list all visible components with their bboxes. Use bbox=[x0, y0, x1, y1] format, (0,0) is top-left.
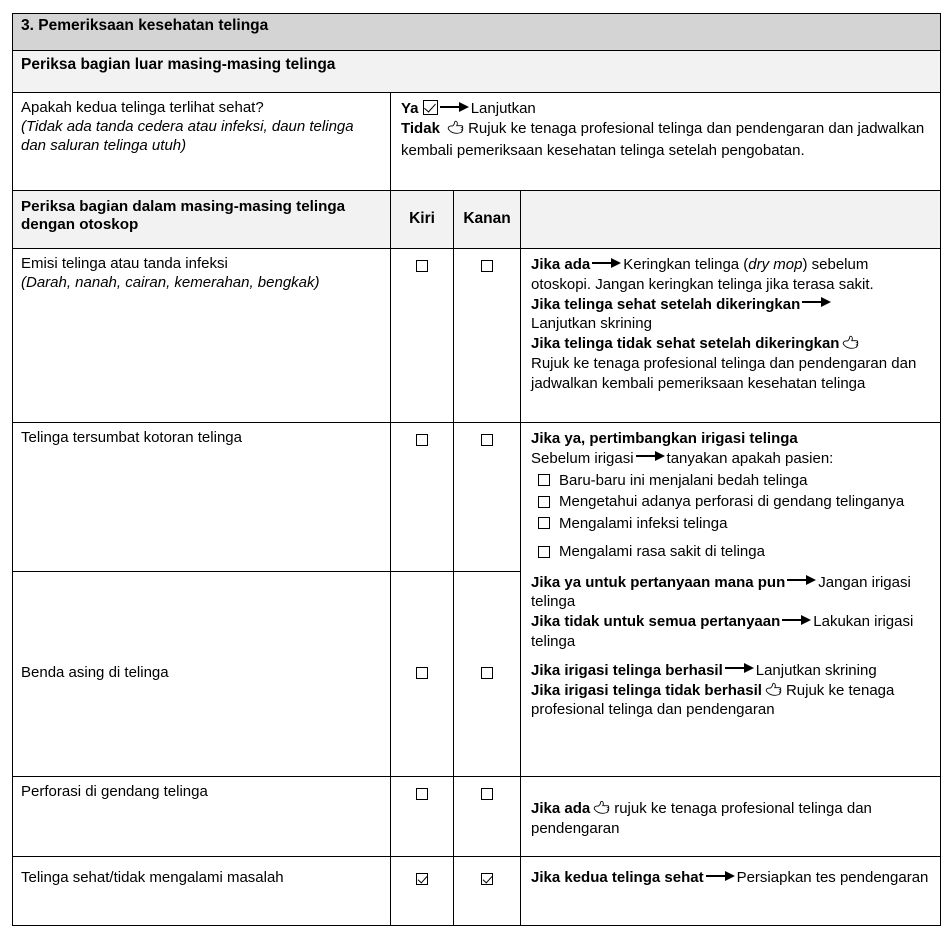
checklist-checkbox[interactable] bbox=[538, 496, 550, 508]
action-bold-2-wrap bbox=[531, 295, 931, 315]
list-item bbox=[538, 542, 931, 562]
pre-irrigation-checklist bbox=[531, 471, 931, 562]
row-left-checkbox-cell bbox=[391, 777, 454, 857]
outer-exam-no-line bbox=[401, 119, 931, 161]
action-text-3a: Lakukan irigasi telinga bbox=[531, 613, 914, 650]
outer-exam-action-cell bbox=[391, 93, 941, 191]
row-label-cell bbox=[13, 423, 391, 572]
row-right-checkbox-cell bbox=[454, 423, 521, 572]
action-text-2a: Jangan irigasi telinga bbox=[531, 573, 911, 611]
checklist-checkbox[interactable] bbox=[538, 474, 550, 486]
action-bold-1: Jika ya, pertimbangkan irigasi telinga bbox=[531, 430, 798, 447]
left-ear-checkbox[interactable] bbox=[416, 260, 428, 272]
spacer bbox=[531, 652, 931, 661]
action-bold-4-wrap bbox=[531, 661, 931, 681]
right-ear-checkbox[interactable] bbox=[481, 788, 493, 800]
outer-exam-question-cell bbox=[13, 93, 391, 191]
arrow-icon bbox=[440, 101, 469, 112]
action-text-1: Sebelum irigasi bbox=[531, 449, 634, 467]
list-item-label: Mengalami infeksi telinga bbox=[559, 514, 728, 532]
action-text-2: Lanjutkan skrining bbox=[531, 315, 652, 333]
action-bold-1: Jika ada bbox=[531, 800, 591, 817]
row-right-checkbox-cell bbox=[454, 857, 521, 926]
arrow-icon bbox=[725, 663, 754, 674]
section-subtitle: Periksa bagian luar masing-masing telinga bbox=[13, 51, 941, 93]
action-text-1: rujuk ke tenaga profesional telinga dan pendengaran bbox=[531, 800, 872, 837]
col-header-left: Kiri bbox=[391, 191, 454, 249]
action-text-4a: Lanjutkan skrining bbox=[755, 661, 877, 679]
list-item-label: Mengalami rasa sakit di telinga bbox=[559, 543, 765, 561]
left-ear-checkbox[interactable] bbox=[416, 434, 428, 446]
row-label: Telinga sehat/tidak mengalami masalah bbox=[21, 869, 284, 886]
arrow-icon bbox=[782, 614, 811, 625]
row-label-note: (Darah, nanah, cairan, kemerahan, bengkak) bbox=[21, 273, 320, 291]
pointing-hand-icon bbox=[446, 119, 466, 136]
list-item-label: Mengetahui adanya perforasi di gendang telinganya bbox=[559, 493, 905, 511]
outer-exam-question: Apakah kedua telinga terlihat sehat? bbox=[21, 99, 264, 116]
outer-exam-yes-action: Lanjutkan bbox=[470, 100, 536, 117]
action-bold-5: Jika irigasi telinga tidak berhasil bbox=[531, 681, 762, 699]
pointing-hand-icon bbox=[841, 334, 861, 351]
arrow-icon bbox=[787, 575, 816, 586]
action-bold-1: Jika ada bbox=[531, 256, 591, 273]
row-left-checkbox-cell bbox=[391, 423, 454, 572]
action-text-3: Rujuk ke tenaga profesional telinga dan pendengaran dan jadwalkan kembali pemeriksaan kesehatan telinga bbox=[531, 354, 917, 392]
row-label-cell bbox=[13, 777, 391, 857]
list-item-label: Baru-baru ini menjalani bedah telinga bbox=[559, 471, 808, 489]
pointing-hand-icon bbox=[764, 681, 784, 698]
checklist-checkbox[interactable] bbox=[538, 517, 550, 529]
action-bold-2-wrap bbox=[531, 573, 931, 613]
row-label: Telinga tersumbat kotoran telinga bbox=[21, 429, 242, 446]
row-label-cell bbox=[13, 249, 391, 423]
pointing-hand-icon bbox=[592, 799, 612, 816]
outer-exam-no-label: Tidak bbox=[401, 119, 440, 137]
action-text-1b: ) sebelum otoskopi. Jangan keringkan telinga jika terasa sakit. bbox=[531, 256, 874, 293]
list-item bbox=[538, 471, 931, 491]
action-text-5a: Rujuk ke tenaga profesional telinga dan pendengaran bbox=[531, 681, 895, 719]
action-bold-3-wrap bbox=[531, 334, 931, 354]
right-ear-checkbox[interactable] bbox=[481, 260, 493, 272]
row-label-cell bbox=[13, 857, 391, 926]
outer-exam-yes-label: Ya bbox=[401, 100, 419, 117]
arrow-icon bbox=[592, 257, 621, 268]
arrow-icon bbox=[802, 297, 831, 308]
action-bold-3: Jika telinga tidak sehat setelah dikeringkan bbox=[531, 335, 840, 353]
row-action-cell bbox=[521, 857, 941, 926]
arrow-icon bbox=[706, 870, 735, 881]
spacer bbox=[531, 564, 931, 573]
left-ear-checkbox[interactable] bbox=[416, 667, 428, 679]
action-bold-3-wrap bbox=[531, 612, 931, 652]
left-ear-checkbox[interactable] bbox=[416, 788, 428, 800]
section-title: 3. Pemeriksaan kesehatan telinga bbox=[13, 14, 941, 51]
action-italic-1: dry mop bbox=[748, 256, 803, 273]
action-bold-3: Jika tidak untuk semua pertanyaan bbox=[531, 613, 781, 631]
action-bold-1: Jika kedua telinga sehat bbox=[531, 869, 704, 886]
action-bold-5-wrap bbox=[531, 681, 931, 721]
list-item bbox=[538, 514, 931, 534]
col-header-right: Kanan bbox=[454, 191, 521, 249]
row-right-checkbox-cell bbox=[454, 572, 521, 777]
row-right-checkbox-cell bbox=[454, 777, 521, 857]
outer-exam-yes-checkbox[interactable] bbox=[423, 100, 438, 115]
row-left-checkbox-cell bbox=[391, 857, 454, 926]
outer-exam-question-note: (Tidak ada tanda cedera atau infeksi, daun telinga dan saluran telinga utuh) bbox=[21, 117, 354, 154]
outer-exam-no-action: Rujuk ke tenaga profesional telinga dan pendengaran dan jadwalkan kembali pemeriksaan kesehatan telinga setelah pengobatan. bbox=[401, 119, 925, 159]
checklist-checkbox[interactable] bbox=[538, 546, 550, 558]
action-text-1: Keringkan telinga ( bbox=[623, 256, 749, 273]
row-label-cell bbox=[13, 572, 391, 777]
inner-exam-header-label: Periksa bagian dalam masing-masing telinga dengan otoskop bbox=[13, 191, 391, 249]
outer-exam-row bbox=[13, 93, 941, 191]
right-ear-checkbox[interactable] bbox=[481, 873, 493, 885]
ear-health-check-table bbox=[12, 13, 941, 926]
row-left-checkbox-cell bbox=[391, 572, 454, 777]
inner-exam-header-row bbox=[13, 191, 941, 249]
arrow-icon bbox=[636, 451, 665, 462]
action-bold-2: Jika ya untuk pertanyaan mana pun bbox=[531, 573, 786, 591]
row-action-cell bbox=[521, 249, 941, 423]
action-bold-2: Jika telinga sehat setelah dikeringkan bbox=[531, 295, 801, 313]
row-label: Perforasi di gendang telinga bbox=[21, 783, 208, 800]
action-bold-4: Jika irigasi telinga berhasil bbox=[531, 661, 723, 679]
row-left-checkbox-cell bbox=[391, 249, 454, 423]
table-row bbox=[13, 249, 941, 423]
right-ear-checkbox[interactable] bbox=[481, 434, 493, 446]
col-header-action bbox=[521, 191, 941, 249]
table-row bbox=[13, 857, 941, 926]
table-row bbox=[13, 777, 941, 857]
action-text-1b: tanyakan apakah pasien: bbox=[666, 449, 834, 467]
section-title-row bbox=[13, 14, 941, 51]
section-subtitle-row bbox=[13, 51, 941, 93]
action-text-1: Persiapkan tes pendengaran bbox=[736, 869, 929, 886]
left-ear-checkbox[interactable] bbox=[416, 873, 428, 885]
row-label: Emisi telinga atau tanda infeksi bbox=[21, 255, 228, 272]
table-row bbox=[13, 423, 941, 572]
outer-exam-yes-line bbox=[401, 99, 931, 119]
right-ear-checkbox[interactable] bbox=[481, 667, 493, 679]
row-action-cell bbox=[521, 423, 941, 777]
row-action-cell bbox=[521, 777, 941, 857]
action-text-1-wrap bbox=[531, 449, 931, 469]
list-item bbox=[538, 492, 931, 512]
row-label: Benda asing di telinga bbox=[21, 664, 169, 682]
row-right-checkbox-cell bbox=[454, 249, 521, 423]
